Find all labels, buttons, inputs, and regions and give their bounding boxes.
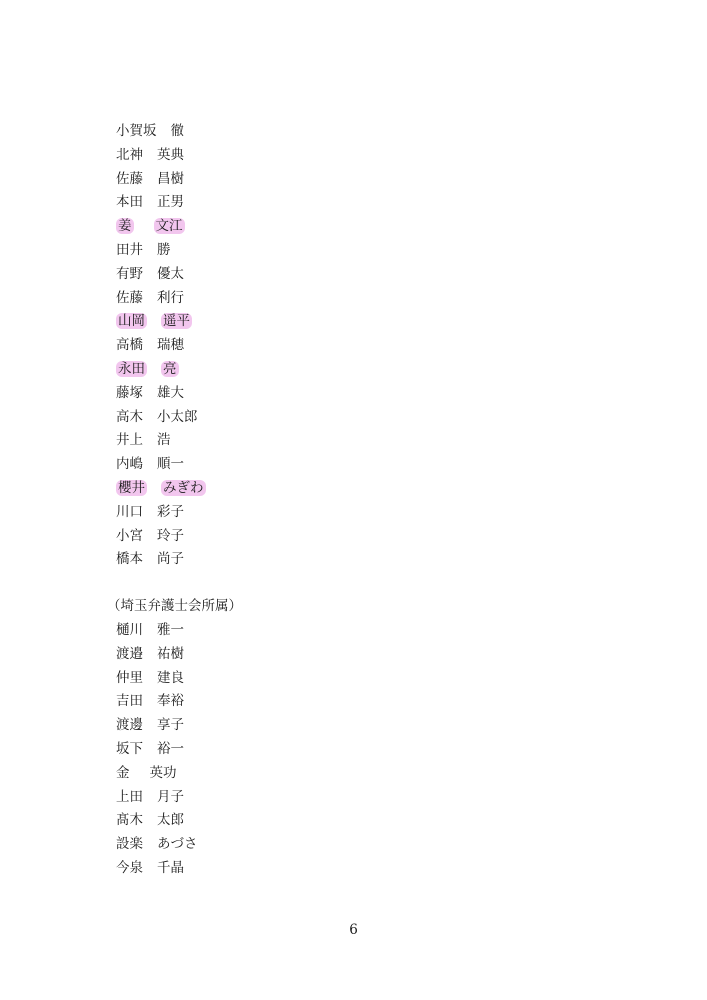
member-given-name: 千晶: [157, 859, 184, 876]
member-family-name: 今泉: [116, 859, 143, 876]
member-given-name: 昌樹: [157, 170, 184, 187]
member-row: [116, 263, 206, 287]
member-row: [116, 809, 198, 833]
member-family-name: 吉田: [116, 693, 143, 710]
member-row: [116, 643, 198, 667]
member-row: [116, 310, 206, 334]
member-given-name: 優太: [157, 265, 184, 282]
member-given-name: 利行: [157, 289, 184, 306]
member-given-name: 勝: [157, 241, 171, 258]
member-row: [116, 714, 198, 738]
member-list-a: [116, 120, 206, 572]
member-row: [116, 738, 198, 762]
member-given-name: 雅一: [157, 622, 184, 638]
member-given-name: 祐樹: [157, 645, 184, 662]
member-family-name-highlighted: 永田: [118, 360, 145, 377]
member-given-name: 雄大: [157, 384, 184, 401]
member-given-name-highlighted: みぎわ: [163, 479, 204, 496]
member-family-name: 金: [116, 764, 130, 781]
member-given-name: 小太郎: [157, 408, 198, 425]
member-row: [116, 334, 206, 358]
member-row: [116, 168, 206, 192]
member-given-name: 建良: [157, 669, 184, 686]
member-given-name: 順一: [157, 456, 184, 473]
page-number: 6: [349, 922, 358, 938]
member-list-b: [116, 619, 198, 881]
member-row: [116, 833, 198, 857]
member-row: [116, 548, 206, 572]
member-given-name: 裕一: [157, 740, 184, 757]
member-given-name: 浩: [157, 432, 171, 449]
member-row: [116, 429, 206, 453]
member-given-name-highlighted: 遥平: [163, 313, 190, 330]
member-given-name-highlighted: 亮: [163, 360, 177, 377]
member-row: [116, 406, 206, 430]
member-row: [116, 525, 206, 549]
member-row: [116, 453, 206, 477]
member-row: [116, 358, 206, 382]
member-family-name: 井上: [116, 432, 143, 449]
member-given-name-highlighted: 文江: [155, 218, 183, 235]
member-family-name: 設楽: [116, 836, 143, 853]
member-family-name: 本田: [116, 194, 143, 211]
member-family-name: 樋川: [116, 622, 143, 638]
member-row: [116, 382, 206, 406]
member-row: [116, 786, 198, 810]
member-family-name: 渡邊: [116, 717, 143, 734]
member-row: [116, 144, 206, 168]
member-row: [116, 191, 206, 215]
group-heading-saitama: （埼玉弁護士会所属）: [107, 598, 242, 614]
member-family-name: 坂下: [116, 740, 143, 757]
member-family-name-highlighted: 姜: [118, 218, 132, 235]
member-row: [116, 619, 198, 643]
member-given-name: 玲子: [157, 527, 184, 544]
member-row: [116, 477, 206, 501]
member-row: [116, 215, 206, 239]
member-row: [116, 857, 198, 881]
member-row: [116, 762, 198, 786]
member-family-name: 仲里: [116, 669, 143, 686]
member-family-name: 田井: [116, 241, 143, 258]
member-row: [116, 690, 198, 714]
member-given-name: あづさ: [157, 836, 198, 853]
member-given-name: 彩子: [157, 503, 184, 520]
member-family-name: 内嶋: [116, 456, 143, 473]
member-given-name: 徹: [170, 123, 184, 139]
member-family-name: 小賀坂: [116, 123, 157, 139]
member-family-name-highlighted: 山岡: [118, 313, 145, 330]
member-row: [116, 287, 206, 311]
member-family-name: 藤塚: [116, 384, 143, 401]
member-given-name: 享子: [157, 717, 184, 734]
member-family-name: 有野: [116, 265, 143, 282]
member-family-name: 北神: [116, 146, 143, 163]
member-family-name: 高橋: [116, 337, 143, 354]
member-given-name: 奉裕: [157, 693, 184, 710]
member-family-name: 佐藤: [116, 170, 143, 187]
member-given-name: 英典: [157, 146, 184, 163]
member-family-name: 橋本: [116, 551, 143, 568]
member-row: [116, 120, 206, 144]
member-family-name-highlighted: 櫻井: [118, 479, 145, 496]
member-given-name: 正男: [157, 194, 184, 211]
member-row: [116, 667, 198, 691]
member-family-name: 川口: [116, 503, 143, 520]
member-family-name: 高木: [116, 408, 143, 425]
member-family-name: 髙木: [116, 812, 143, 829]
member-given-name: 英功: [149, 764, 177, 781]
member-given-name: 尚子: [157, 551, 184, 568]
member-given-name: 瑞穂: [157, 337, 184, 354]
member-given-name: 月子: [157, 788, 184, 805]
member-row: [116, 501, 206, 525]
member-family-name: 上田: [116, 788, 143, 805]
member-family-name: 渡邉: [116, 645, 143, 662]
member-family-name: 佐藤: [116, 289, 143, 306]
member-row: [116, 239, 206, 263]
member-given-name: 太郎: [157, 812, 184, 829]
member-family-name: 小宮: [116, 527, 143, 544]
